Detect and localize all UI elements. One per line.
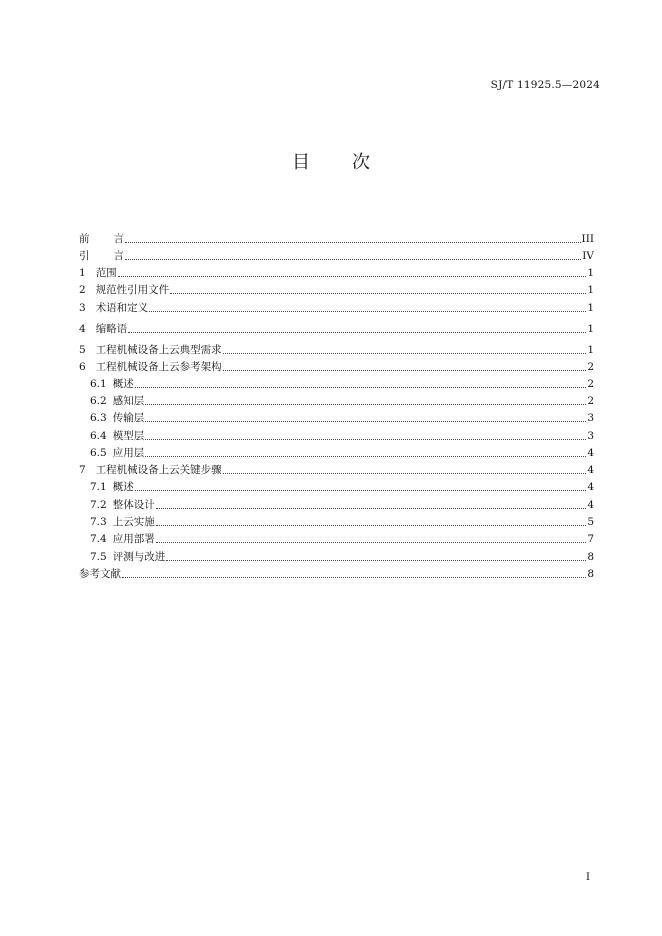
toc-entry[interactable] <box>79 322 594 336</box>
toc-entry-label: 言 <box>113 233 124 245</box>
toc-entry-page: 1 <box>587 284 594 296</box>
toc-entry-number: 6.3 <box>90 412 107 424</box>
leader-dots <box>145 421 586 422</box>
toc-entry-label: 工程机械设备上云典型需求 <box>95 344 222 356</box>
toc-entry[interactable] <box>79 283 594 297</box>
toc-entry-page: 3 <box>587 430 594 442</box>
leader-dots <box>145 456 586 457</box>
toc-entry[interactable] <box>90 515 594 529</box>
toc-entry-label: 范围 <box>95 267 117 279</box>
toc-entry-page: 7 <box>587 533 594 545</box>
toc-entry-page: IV <box>582 250 594 262</box>
leader-dots <box>135 490 587 491</box>
leader-dots <box>170 293 586 294</box>
page-number: I <box>586 872 590 883</box>
title-char-1: 目 <box>292 152 310 173</box>
toc-entry-page: 5 <box>587 516 594 528</box>
standard-code: SJ/T 11925.5—2024 <box>490 79 600 91</box>
leader-dots <box>145 439 586 440</box>
toc-entry[interactable] <box>79 360 594 374</box>
toc-entry-number: 前 <box>79 233 90 245</box>
toc-entry-number: 6.1 <box>90 378 107 390</box>
leader-dots <box>156 542 587 543</box>
leader-dots <box>149 311 586 312</box>
toc-entry-page: 2 <box>587 378 594 390</box>
toc-entry-page: 4 <box>587 447 594 459</box>
toc-entry-label: 言 <box>113 250 124 262</box>
toc-entry-label: 概述 <box>112 481 134 493</box>
toc-entry-number: 7.3 <box>90 516 107 528</box>
toc-entry[interactable] <box>79 343 594 357</box>
toc-entry[interactable] <box>90 429 594 443</box>
toc-entry-number: 6.4 <box>90 430 107 442</box>
toc-entry-page: 2 <box>587 395 594 407</box>
toc-entry-page: 4 <box>587 464 594 476</box>
toc-entry-number: 6.2 <box>90 395 107 407</box>
toc-entry-number: 7 <box>79 464 86 476</box>
toc-entry-page: 8 <box>587 568 594 580</box>
toc-entry-label: 评测与改进 <box>112 551 166 563</box>
toc-entry[interactable] <box>79 266 594 280</box>
toc-entry[interactable] <box>90 446 594 460</box>
toc-entry-label: 工程机械设备上云参考架构 <box>95 361 222 373</box>
toc-entry-label: 感知层 <box>112 395 145 407</box>
title-char-2: 次 <box>352 152 370 173</box>
toc-entry[interactable] <box>90 394 594 408</box>
toc-entry-label: 应用部署 <box>112 533 155 545</box>
toc-entry[interactable] <box>79 463 594 477</box>
toc-entry[interactable] <box>79 249 594 263</box>
leader-dots <box>128 332 586 333</box>
toc-entry-label: 应用层 <box>112 447 145 459</box>
toc-entry-label: 规范性引用文件 <box>95 284 170 296</box>
toc-entry-page: 4 <box>587 499 594 511</box>
toc-entry-number: 1 <box>79 267 86 279</box>
leader-dots <box>118 276 587 277</box>
toc-entry-number: 7.4 <box>90 533 107 545</box>
toc-entry-number: 6.5 <box>90 447 107 459</box>
toc-entry-number: 7.1 <box>90 481 107 493</box>
toc-entry-label: 缩略语 <box>95 323 128 335</box>
leader-dots <box>223 353 587 354</box>
toc-entry[interactable] <box>79 301 594 315</box>
leader-dots <box>156 525 587 526</box>
toc-entry[interactable] <box>90 498 594 512</box>
toc-entry-label: 概述 <box>112 378 134 390</box>
toc-entry-page: 1 <box>587 323 594 335</box>
toc-entry-number: 引 <box>79 250 90 262</box>
toc-entry[interactable] <box>90 550 594 564</box>
toc-entry-label: 参考文献 <box>79 568 121 580</box>
toc-entry[interactable] <box>90 532 594 546</box>
leader-dots <box>156 508 587 509</box>
toc-entry-number: 7.5 <box>90 551 107 563</box>
toc-entry-label: 整体设计 <box>112 499 155 511</box>
toc-entry-label: 工程机械设备上云关键步骤 <box>95 464 222 476</box>
toc-entry-page: 1 <box>587 267 594 279</box>
toc-entry-label: 模型层 <box>112 430 145 442</box>
leader-dots <box>135 387 587 388</box>
leader-dots <box>223 473 587 474</box>
toc-entry-page: 4 <box>587 481 594 493</box>
leader-dots <box>122 577 586 578</box>
toc-entry-page: III <box>581 233 594 245</box>
toc-entry-label: 上云实施 <box>112 516 155 528</box>
toc-entry-page: 3 <box>587 412 594 424</box>
toc-entry[interactable] <box>90 377 594 391</box>
leader-dots <box>166 560 586 561</box>
toc-entry-number: 7.2 <box>90 499 107 511</box>
toc-entry-number: 5 <box>79 344 86 356</box>
toc-entry-number: 2 <box>79 284 86 296</box>
toc-entry[interactable] <box>79 567 594 581</box>
toc-entry[interactable] <box>79 232 594 246</box>
leader-dots <box>125 242 581 243</box>
toc-entry[interactable] <box>90 411 594 425</box>
toc-entry-page: 1 <box>587 302 594 314</box>
toc-entry-number: 6 <box>79 361 86 373</box>
leader-dots <box>125 259 581 260</box>
toc-entry-number: 3 <box>79 302 86 314</box>
toc-entry-label: 术语和定义 <box>95 302 149 314</box>
leader-dots <box>145 404 586 405</box>
toc-entry-label: 传输层 <box>112 412 145 424</box>
toc-entry-number: 4 <box>79 323 86 335</box>
toc-entry[interactable] <box>90 480 594 494</box>
toc-entry-page: 2 <box>587 361 594 373</box>
toc-entry-page: 8 <box>587 551 594 563</box>
toc-entry-page: 1 <box>587 344 594 356</box>
leader-dots <box>223 370 587 371</box>
page-title <box>0 148 662 174</box>
